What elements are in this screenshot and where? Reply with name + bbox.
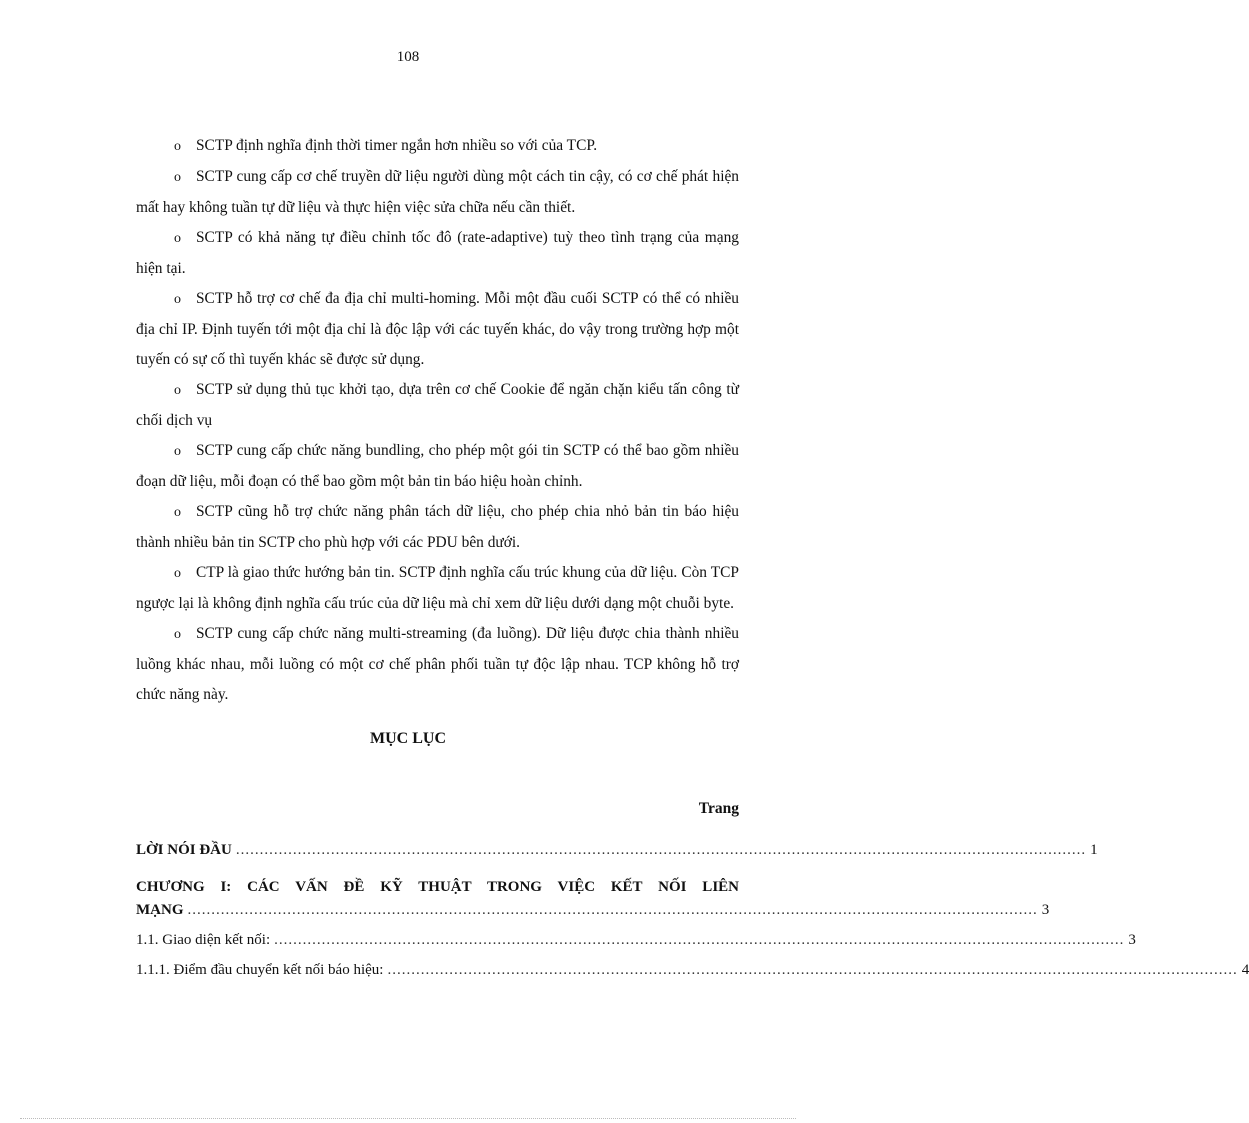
page-number: 108 [396,49,420,65]
table-of-contents [136,842,1249,992]
toc-page-header: Trang [698,800,739,817]
bullet-text: SCTP có khả năng tự điều chỉnh tốc đô (rate-adaptive) tuỳ theo tình trạng của mạng hiện tại. [136,229,739,277]
toc-entry-page: 4 [1241,962,1249,978]
bullet-item [136,497,739,558]
toc-entry[interactable] [136,932,1136,962]
bullet-marker: o [174,170,181,185]
bullet-marker: o [174,505,181,520]
bullet-text: SCTP cũng hỗ trợ chức năng phân tách dữ liệu, cho phép chia nhỏ bản tin báo hiệu thành nhiều bản tin SCTP cho phù hợp với các PDU bên dưới. [136,503,739,551]
toc-title: MỤC LỤC [370,730,446,747]
bullet-text: SCTP cung cấp chức năng bundling, cho phép một gói tin SCTP có thể bao gồm nhiều đoạn dữ liệu, mỗi đoạn có thể bao gồm một bản tin báo hiệu hoàn chỉnh. [136,442,739,490]
bullet-marker: o [174,292,181,307]
bullet-item [136,619,739,710]
bullet-list [136,131,739,710]
bullet-item [136,131,739,162]
bullet-marker: o [174,139,181,154]
bullet-text: CTP là giao thức hướng bản tin. SCTP định nghĩa cấu trúc khung của dữ liệu. Còn TCP ngược lại là không định nghĩa cấu trúc của dữ liệu mà chỉ xem dữ liệu dưới dạng một chuỗi byte. [136,564,739,612]
toc-entry-label: 1.1. Giao diện kết nối: [136,932,271,948]
toc-leader-dots: ................................................................................................................................................................................... [387,962,1238,978]
bullet-text: SCTP hỗ trợ cơ chế đa địa chỉ multi-homing. Mỗi một đầu cuối SCTP có thể có nhiều địa chỉ IP. Định tuyến tới một địa chỉ là độc lập với các tuyến khác, do vậy trong trường hợp một tuyến có sự cố thì tuyến khác sẽ được sử dụng. [136,290,739,368]
bullet-item [136,375,739,436]
page-bottom-divider [20,1118,796,1119]
bullet-item [136,558,739,619]
bullet-marker: o [174,231,181,246]
bullet-text: SCTP cung cấp cơ chế truyền dữ liệu người dùng một cách tin cậy, có cơ chế phát hiện mất hay không tuần tự dữ liệu và thực hiện việc sửa chữa nếu cần thiết. [136,168,739,216]
bullet-marker: o [174,627,181,642]
toc-entry-page: 3 [1128,932,1136,948]
toc-entry-label: MẠNG [136,902,184,918]
toc-entry-label: LỜI NÓI ĐẦU [136,842,232,858]
toc-entry[interactable] [136,902,1050,932]
bullet-item [136,436,739,497]
toc-entry-page: 1 [1090,842,1098,858]
bullet-text: SCTP cung cấp chức năng multi-streaming (đa luồng). Dữ liệu được chia thành nhiều luồng khác nhau, mỗi luồng có một cơ chế phân phối tuần tự độc lập nhau. TCP không hỗ trợ chức năng này. [136,625,739,703]
bullet-text: SCTP định nghĩa định thời timer ngắn hơn nhiều so với của TCP. [196,137,598,154]
toc-entry[interactable] [136,842,1098,872]
bullet-marker: o [174,566,181,581]
toc-entry[interactable] [136,962,1249,992]
toc-entry-label: 1.1.1. Điểm đầu chuyển kết nối báo hiệu: [136,962,384,978]
toc-entry-page: 3 [1041,902,1050,918]
bullet-marker: o [174,444,181,459]
toc-entry-label-line1[interactable]: CHƯƠNG I: CÁC VẤN ĐỀ KỸ THUẬT TRONG VIỆC KẾT NỐI LIÊN [136,879,739,895]
bullet-text: SCTP sử dụng thủ tục khởi tạo, dựa trên cơ chế Cookie để ngăn chặn kiểu tấn công từ chối dịch vụ [136,381,739,429]
bullet-item [136,284,739,375]
toc-leader-dots: ................................................................................................................................................................................... [274,932,1125,948]
toc-leader-dots: ................................................................................................................................................................................... [235,842,1087,858]
toc-leader-dots: ................................................................................................................................................................................... [187,902,1038,918]
bullet-item [136,223,739,284]
bullet-item [136,162,739,223]
bullet-marker: o [174,383,181,398]
